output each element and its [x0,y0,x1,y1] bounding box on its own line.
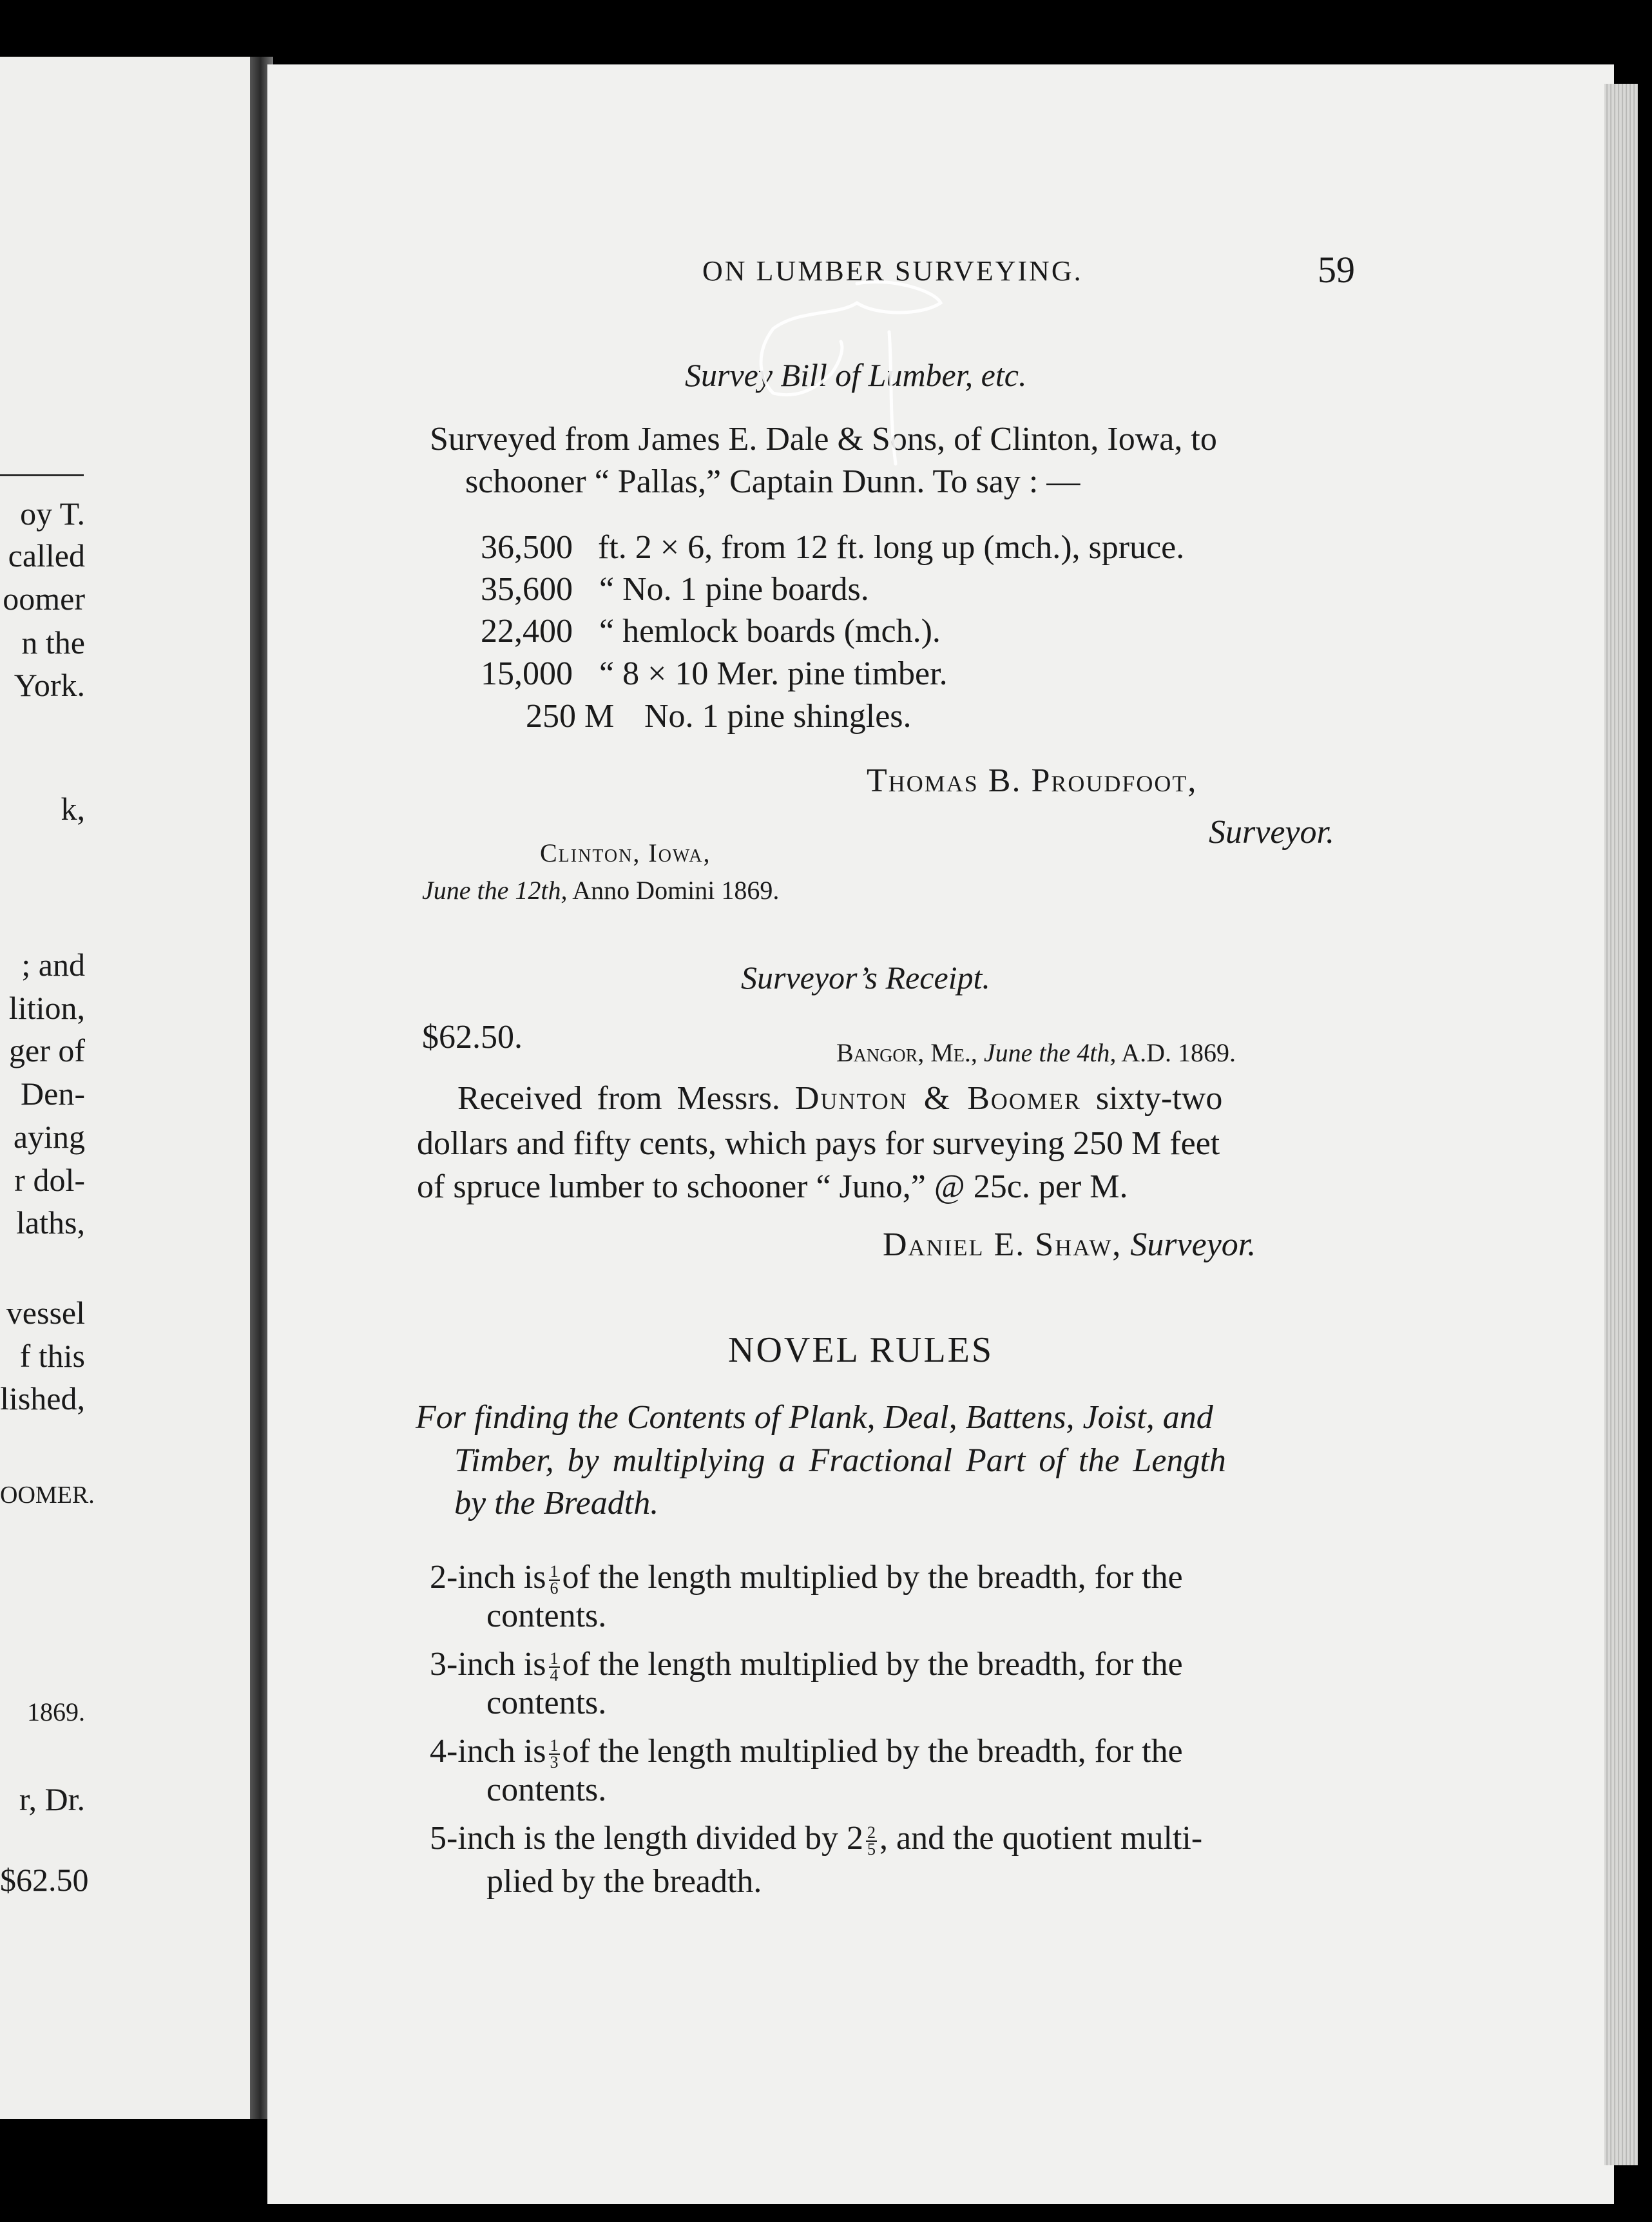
rule-rest: , and the quotient multi- [879,1820,1203,1857]
left-fragment: OOMER. [0,1482,95,1509]
survey-date-rest: Anno Domini 1869. [572,876,780,905]
fraction-numerator: 1 [550,1649,559,1668]
left-fragment: k, [61,791,85,827]
novel-rules-subtitle: by the Breadth. [454,1485,659,1522]
receipt-place: Bangor, Me., [836,1038,977,1067]
receipt-line1-c: sixty-two [1095,1080,1223,1117]
novel-rules-subtitle: Timber, by multiplying a Fractional Part of the Length [454,1442,1226,1479]
fraction [549,1564,560,1596]
rule-continuation: contents. [486,1685,607,1721]
left-fragment: ger of [9,1032,85,1068]
rule-lead: 2-inch is [430,1559,546,1596]
fraction-denominator: 5 [867,1840,876,1859]
rule-line [430,1645,1183,1683]
receipt-line [457,1079,1222,1117]
left-fragment: lition, [8,990,85,1026]
rule-continuation: plied by the breadth. [486,1863,762,1900]
left-fragment: Den- [21,1076,85,1112]
receipt-line: dollars and fifty cents, which pays for surveying 250 M feet [417,1125,1220,1162]
receipt-amount: $62.50. [422,1019,523,1056]
fraction-denominator: 3 [550,1753,559,1772]
receipt-line1-a: Received from Messrs. [457,1080,780,1117]
fraction-denominator: 4 [550,1666,559,1685]
survey-item-desc: ft. 2 × 6, from 12 ft. long up (mch.), spruce. [598,529,1185,566]
fraction [549,1738,560,1770]
fraction-denominator: 6 [550,1579,559,1598]
left-fragment: vessel [6,1295,85,1331]
receipt-payers: Dunton & Boomer [794,1080,1081,1117]
survey-bill-heading: Survey Bill of Lumber, etc. [685,357,1027,393]
survey-intro-line: schooner “ Pallas,” Captain Dunn. To say : — [465,463,1081,500]
left-fragment: $62.50 [0,1862,89,1898]
left-fragment: 1869. [27,1697,85,1726]
surveyor-title: Surveyor. [1209,814,1334,851]
left-page [0,57,255,2119]
left-fragment: laths, [16,1204,85,1241]
survey-item-qty: 15,000 [481,655,573,692]
rule-rest: of the length multiplied by the breadth, for the [562,1733,1183,1770]
left-fragment: aying [13,1119,85,1155]
receipt-signer-title: Surveyor. [1130,1226,1256,1263]
left-page-rule [0,474,84,476]
receipt-heading: Surveyor’s Receipt. [741,960,990,996]
receipt-line: of spruce lumber to schooner “ Juno,” @ 25c. per M. [417,1168,1128,1205]
survey-item-desc: “ No. 1 pine boards. [599,571,869,608]
surveyor-name: Thomas B. Proudfoot, [867,762,1198,799]
left-fragment: ; and [21,947,85,983]
survey-item-desc: “ hemlock boards (mch.). [599,613,941,650]
rule-continuation: contents. [486,1598,607,1634]
page-number: 59 [1318,249,1355,291]
rule-continuation: contents. [486,1772,607,1808]
left-fragment: oomer [3,581,85,617]
left-fragment: York. [14,667,85,703]
rule-rest: of the length multiplied by the breadth, for the [562,1559,1183,1596]
survey-item-qty: 36,500 [481,529,573,566]
rule-line [430,1732,1183,1770]
receipt-signer-name: Daniel E. Shaw, [883,1226,1122,1263]
rule-lead: 5-inch is the length divided by 2 [430,1820,864,1857]
page-edges [1604,84,1638,2165]
rule-line [430,1819,1202,1857]
receipt-date-italic: June the 4th, [983,1038,1117,1067]
left-fragment: n the [21,624,85,661]
rule-rest: of the length multiplied by the breadth, for the [562,1646,1183,1683]
survey-item-qty: 35,600 [481,571,573,608]
survey-item-desc: No. 1 pine shingles. [644,698,912,735]
rule-lead: 4-inch is [430,1733,546,1770]
left-fragment: lished, [0,1380,85,1416]
fraction-numerator: 1 [550,1562,559,1581]
fraction-numerator: 2 [867,1823,876,1842]
pencil-scribble [728,271,954,528]
left-fragment: f this [19,1338,85,1374]
survey-date [422,875,779,905]
survey-date-italic: June the 12th, [422,876,568,905]
left-fragment: called [8,537,85,574]
fraction-numerator: 1 [550,1736,559,1755]
survey-intro-line: Surveyed from James E. Dale & Sons, of Clinton, Iowa, to [430,421,1217,458]
fraction [549,1651,560,1683]
fraction [866,1825,877,1857]
novel-rules-title: NOVEL RULES [728,1330,994,1370]
receipt-date-rest: A.D. 1869. [1121,1038,1236,1067]
left-fragment: r dol- [14,1162,85,1198]
rule-line [430,1558,1183,1596]
receipt-place-date [836,1038,1236,1068]
novel-rules-subtitle: For finding the Contents of Plank, Deal, Battens, Joist, and [416,1399,1213,1436]
survey-item-qty: 250 M [526,698,615,735]
receipt-signer [883,1226,1256,1264]
running-header: ON LUMBER SURVEYING. [702,255,1083,287]
rule-lead: 3-inch is [430,1646,546,1683]
survey-item-desc: “ 8 × 10 Mer. pine timber. [599,655,948,692]
survey-item-qty: 22,400 [481,613,573,650]
survey-place: Clinton, Iowa, [540,838,711,867]
left-fragment: oy T. [20,496,85,532]
left-fragment: r, Dr. [19,1781,85,1817]
